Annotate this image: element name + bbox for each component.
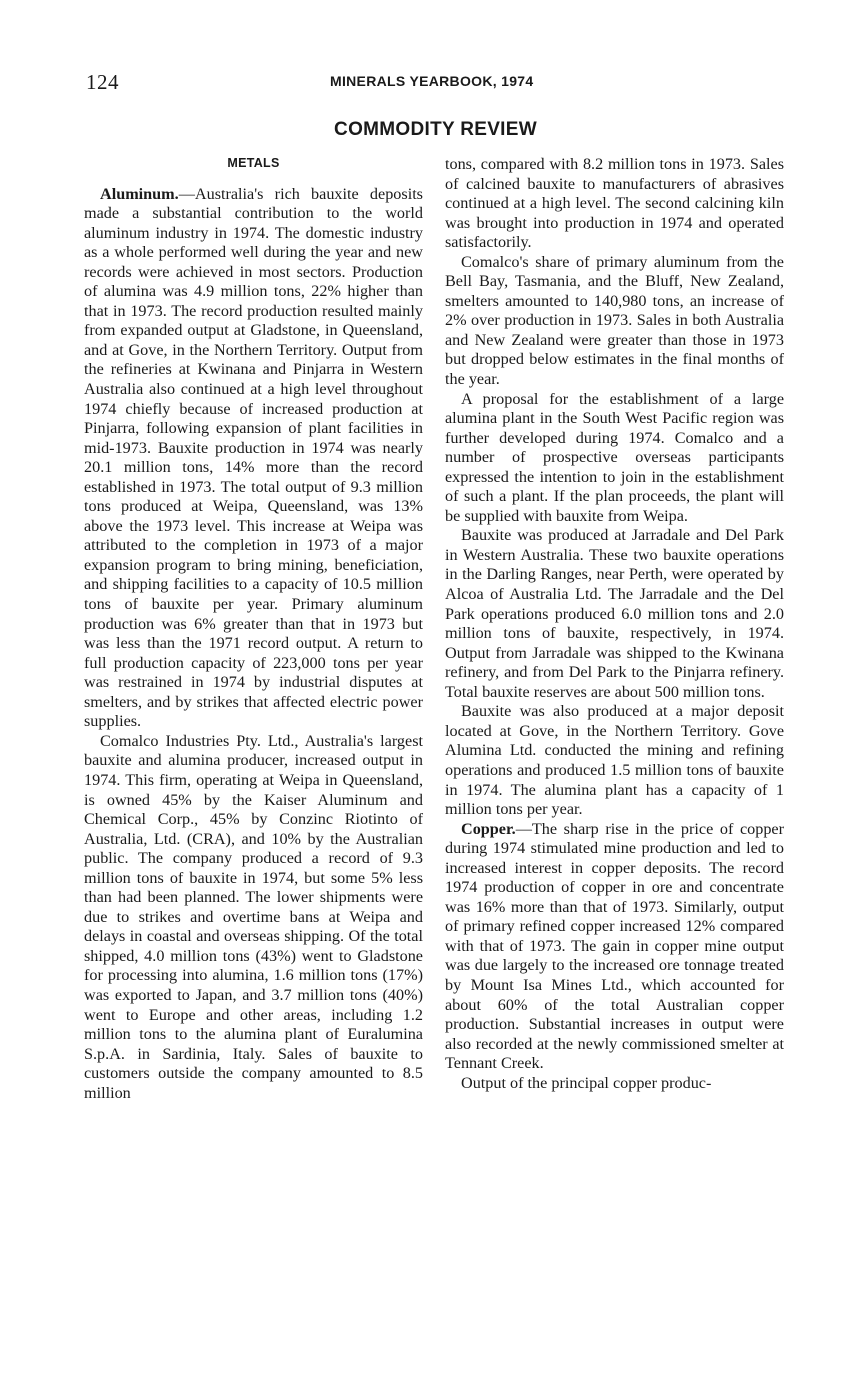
right-column — [445, 155, 784, 1093]
paragraph-comalco-share: Comalco's share of primary aluminum from the Bell Bay, Tasmania, and the Bluff, New Zealand, smelters amounted to 140,980 tons, an increase of 2% over production in 1973. Sales in both Australia and New Zealand were greater than those in 1973 but dropped below estimates in the final months of the year. — [445, 252, 784, 389]
metals-subhead: METALS — [227, 156, 280, 170]
left-column — [84, 155, 423, 1103]
running-head: MINERALS YEARBOOK, 1974 — [330, 73, 534, 89]
paragraph-alumina-proposal: A proposal for the establishment of a large alumina plant in the South West Pacific region was further developed during 1974. Comalco and a number of prospective overseas participants expressed the intention to join in the establishment of such a plant. If the plan proceeds, the plant will be supplied with bauxite from Weipa. — [445, 389, 784, 525]
paragraph-aluminum — [84, 185, 423, 732]
paragraph-gove: Bauxite was also produced at a major deposit located at Gove, in the Northern Territory. Gove Alumina Ltd. conducted the mining and refining operations and produced 1.5 million tons of bauxite in 1974. The alumina plant has a capacity of 1 million tons per year. — [445, 702, 784, 819]
copper-text: —The sharp rise in the price of copper during 1974 stimulated mine production and led to increased interest in copper deposits. The record 1974 production of copper in ore and concentrate was 16% more than that of 1973. Similarly, output of primary refined copper increased 12% compared with that of 1973. The gain in copper mine output was due largely to the increased ore tonnage treated by Mount Isa Mines Ltd., which accounted for about 60% of the total Australian copper production. Substantial increases in output were also recorded at the newly commissioned smelter at Tennant Creek. — [445, 819, 784, 1073]
paragraph-copper-output: Output of the principal copper produc- — [461, 1073, 712, 1092]
section-title: COMMODITY REVIEW — [334, 119, 537, 140]
aluminum-lead: Aluminum. — [100, 184, 179, 203]
aluminum-text: —Australia's rich bauxite deposits made a substantial contribution to the world aluminum industry in 1974. The domestic industry as a whole performed well during the year and new records were achieved in most sectors. Production of alumina was 4.9 million tons, 22% higher than that in 1973. The record production resulted mainly from expanded output at Gladstone, in Queensland, and at Gove, in the Northern Territory. Output from the refineries at Kwinana and Pinjarra in Western Australia also continued at a high level throughout 1974 chiefly because of increased production at Pinjarra, following expansion of plant facilities in mid-1973. Bauxite production in 1974 was nearly 20.1 million tons, 14% more than the record established in 1973. The total output of 9.3 million tons produced at Weipa, Queensland, was 13% above the 1973 level. This increase at Weipa was attributed to the completion in 1973 of a major expansion program to bring mining, beneficiation, and shipping facilities to a capacity of 10.5 million tons of bauxite per year. Primary aluminum production was 6% greater than that in 1973 but was less than the 1971 record output. A return to full production capacity of 223,000 tons per year was restrained in 1974 by industrial disputes at smelters, and by strikes that affected electric power supplies. — [84, 184, 423, 731]
page-number: 124 — [86, 70, 119, 94]
paragraph-copper — [445, 820, 784, 1074]
copper-lead: Copper. — [461, 819, 516, 838]
paragraph-comalco: Comalco Industries Pty. Ltd., Australia's largest bauxite and alumina producer, increased output in 1974. This firm, operating at Weipa in Queensland, is owned 45% by the Kaiser Aluminum and Chemical Corp., 45% by Conzinc Riotinto of Australia, Ltd. (CRA), and 10% by the Australian public. The company produced a record of 9.3 million tons of bauxite in 1974, but some 5% less than had been planned. The lower shipments were due to strikes and overtime bans at Weipa and delays in coastal and overseas shipping. Of the total shipped, 4.0 million tons (43%) went to Gladstone for processing into alumina, 1.6 million tons (17%) was exported to Japan, and 3.7 million tons (40%) went to Europe and other areas, including 1.2 million tons to the alumina plant of Euralumina S.p.A. in Sardinia, Italy. Sales of bauxite to customers outside the company amounted to 8.5 million — [84, 731, 423, 1102]
paragraph-jarradale: Bauxite was produced at Jarradale and Del Park in Western Australia. These two bauxite operations in the Darling Ranges, near Perth, were operated by Alcoa of Australia Ltd. The Jarradale and the Del Park operations produced 6.0 million tons and 2.0 million tons of bauxite, respectively, in 1974. Output from Jarradale was shipped to the Kwinana refinery, and from Del Park to the Pinjarra refinery. Total bauxite reserves are about 500 million tons. — [445, 526, 784, 701]
paragraph-continuation: tons, compared with 8.2 million tons in 1973. Sales of calcined bauxite to manufacturers of abrasives continued at a high level. The second calcining kiln was brought into production in 1974 and operated satisfactorily. — [445, 155, 784, 252]
